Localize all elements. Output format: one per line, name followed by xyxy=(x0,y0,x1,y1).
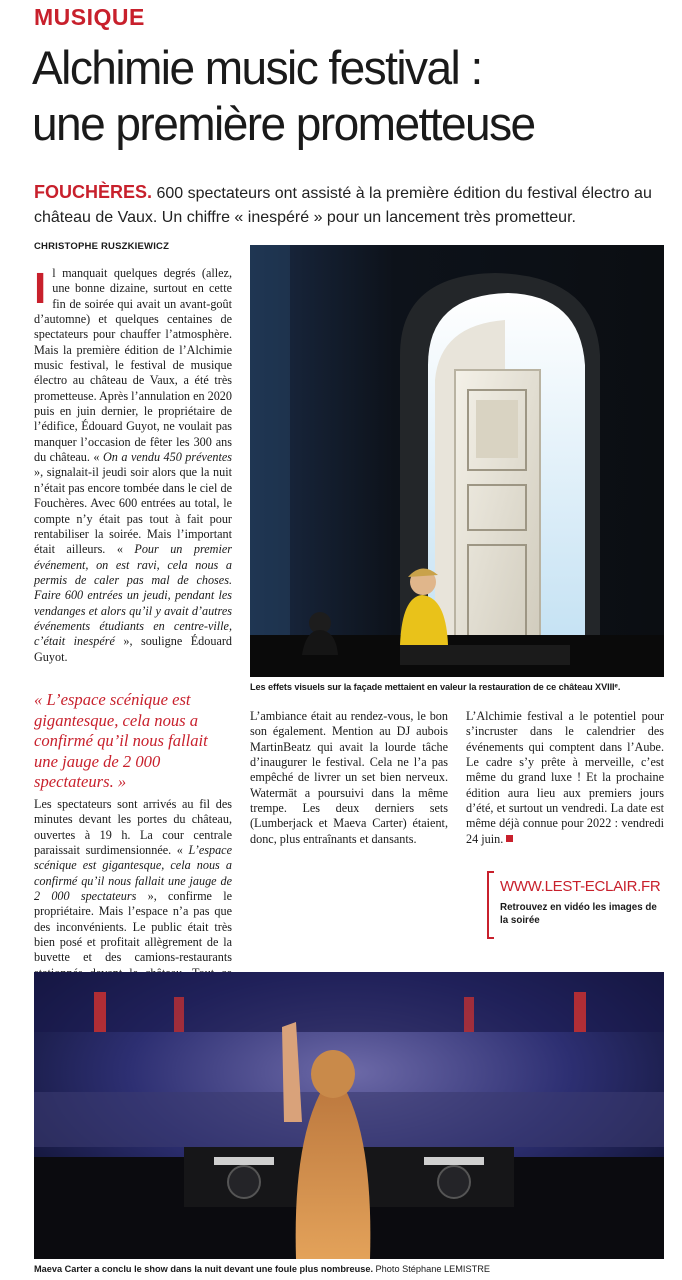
article-column-2 xyxy=(250,709,448,847)
drop-cap: I xyxy=(34,264,47,313)
photo-caption: Les effets visuels sur la façade mettaient en valeur la restauration de ce château XVIIIᵉ. xyxy=(250,682,621,692)
photo-credit: Photo Stéphane LEMISTRE xyxy=(373,1264,490,1274)
body-paragraph: L’ambiance était au rendez-vous, le bon son également. Mention au DJ aubois MartinBeatz qui avait la lourde tâche d’inaugurer le festival. Cela ne l’a pas empêché de livrer un set bien nerveux. Watermät a poursuivi dans la même trempe. Les deux derniers sets (Lumberjack et Maeva Carter) étaient, donc, plus entraînants et dansants. xyxy=(250,709,448,846)
chateau-photo xyxy=(250,245,664,677)
dj-photo xyxy=(34,972,664,1259)
body-text: », souligne Édouard Guyot. xyxy=(34,634,233,664)
section-rubric: MUSIQUE xyxy=(34,4,145,30)
body-text: », confirme le propriétaire. Mais l’espace n’a pas que des inconvénients. Le public était très bien posé et profitait allègrement de la buvette et des camions-restaurants xyxy=(34,889,232,965)
lead-text: 600 spectateurs ont assisté à la première édition du festival électro au château de Vaux. Un chiffre « inespéré » pour un lancement très prometteur. xyxy=(34,185,652,226)
website-link[interactable]: WWW.LEST-ECLAIR.FR xyxy=(500,878,661,895)
pull-quote: « L’espace scénique est gigantesque, cela nous a confirmé qu’il nous fallait une jauge de 2 000 spectateurs. » xyxy=(34,690,208,791)
byline: CHRISTOPHE RUSZKIEWICZ xyxy=(34,241,170,252)
dj-photo-illustration xyxy=(34,972,664,1259)
end-square-icon xyxy=(506,835,513,842)
headline-line-2: une première prometteuse xyxy=(32,97,535,150)
quote-text: L’espace scénique est gigantesque, cela nous a confirmé qu’il nous fallait une jauge de 2 000 spectateurs xyxy=(34,843,232,904)
photo-caption-2 xyxy=(34,1264,490,1274)
body-text: », signalait-il jeudi soir alors que la nuit n’était pas encore tombée dans le ciel de Fouchères. Avec 600 entrées au total, le compte n’y était pas tout à fait pour rentabiliser la soirée. Mais l’important était ailleurs. « xyxy=(34,465,232,557)
article-column-3 xyxy=(466,709,664,847)
lead-paragraph xyxy=(34,180,674,230)
chateau-photo-illustration xyxy=(250,245,664,677)
dateline-place: FOUCHÈRES. xyxy=(34,182,153,202)
promo-text: Retrouvez en vidéo les images de la soirée xyxy=(500,902,657,926)
video-promo-box[interactable] xyxy=(486,870,664,940)
headline xyxy=(32,40,659,152)
article-column-1 xyxy=(34,266,232,665)
caption-text: Maeva Carter a conclu le show dans la nuit devant une foule plus nombreuse. xyxy=(34,1264,373,1274)
quote-text: On a vendu 450 préventes xyxy=(103,450,232,465)
headline-line-1: Alchimie music festival : xyxy=(32,41,482,94)
body-text: L’Alchimie festival a le potentiel pour s’incruster dans le calendrier des événements qui comptent dans l’Aube. Le cadre s’y prête à merveille, c’est même du grand luxe ! Et la prochaine édition aura lieu aux premiers jours d’été, et surtout un vendredi. La date est même déjà connue pour 2022 : vendredi 24 juin. xyxy=(466,709,664,846)
body-text: Les spectateurs sont arrivés au fil des minutes devant les portes du château, ouvertes à 19 h. La cour centrale paraissait surdimensionnée. « xyxy=(34,797,232,858)
body-text: l manquait quelques degrés (allez, une bonne dizaine, surtout en cette fin de soirée qui avait un avant-goût d’automne) et quelques centaines de spectateurs pour chauffer l’atmosphère. Mais la première édition de l’Alchimie music festival, le festival de musique électro au château de Vaux, a été très prometteuse. Après l’annulation en 2020 puis en juin dernier, le propriétaire de l’édifice, Édouard Guyot, ne voulait pas manquer l’occasion de fêter les 300 ans du château. « xyxy=(34,266,232,465)
quote-text: Pour un premier événement, on est ravi, cela nous a permis de caler pas mal de choses. Faire 600 entrées un jeudi, pendant les vendanges et alors qu’il y avait d’autres événements étudiants en centre-ville, c’était inespéré xyxy=(34,542,232,649)
